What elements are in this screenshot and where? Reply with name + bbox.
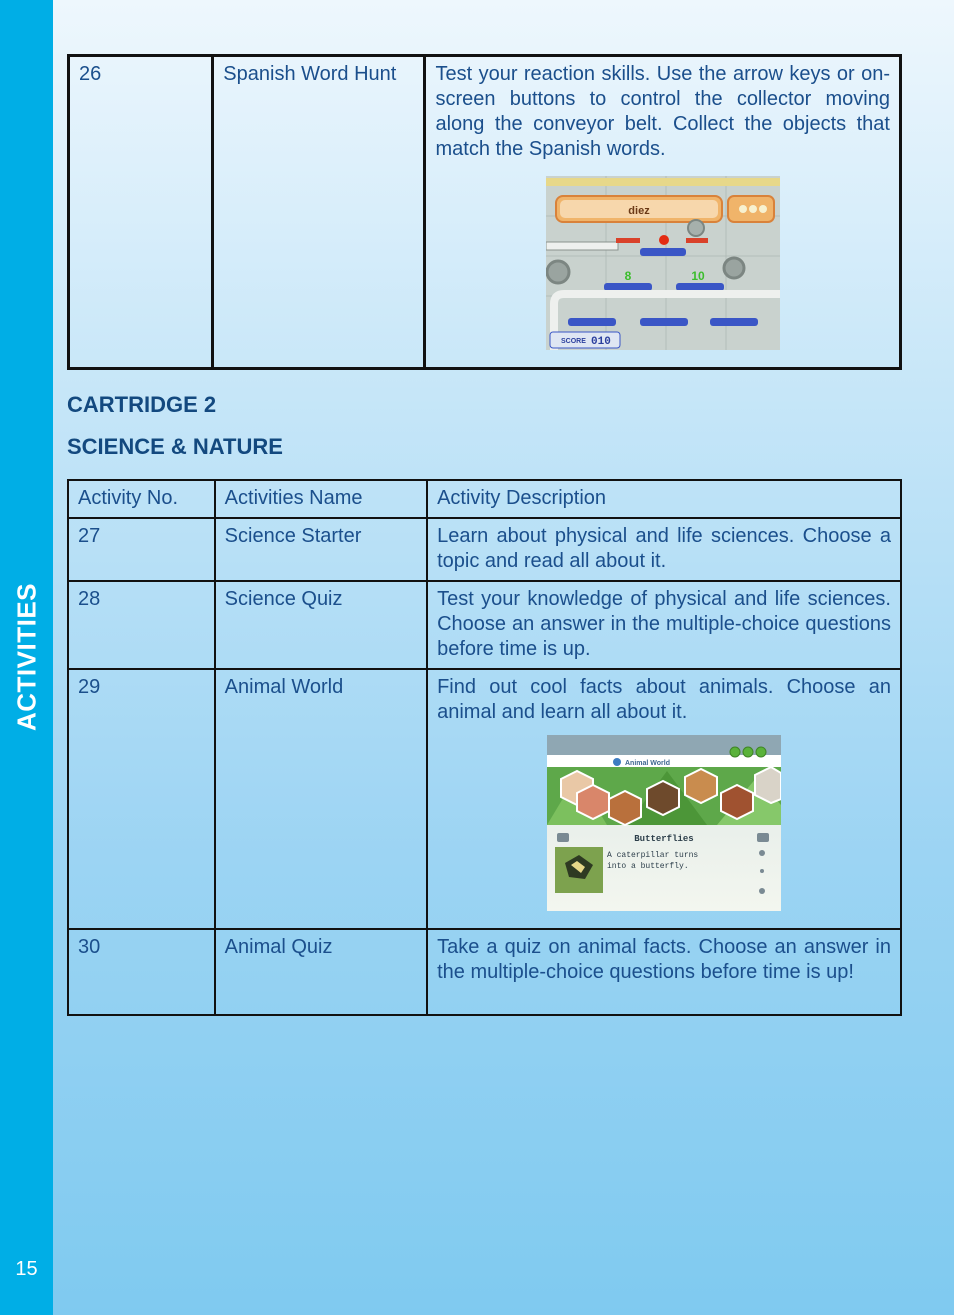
table-row bbox=[69, 56, 901, 369]
activity-description: Take a quiz on animal facts. Choose an answer in the multiple-choice questions before time is up! bbox=[427, 929, 901, 1015]
activity-name: Spanish Word Hunt bbox=[213, 56, 425, 369]
side-tab bbox=[0, 0, 53, 1315]
screen-subject: Butterflies bbox=[634, 834, 694, 844]
activity-name: Animal World bbox=[215, 669, 427, 929]
activities-table-cartridge-1 bbox=[67, 54, 902, 370]
animal-world-screenshot bbox=[547, 735, 781, 911]
target-word: diez bbox=[628, 205, 650, 217]
header-activity-no: Activity No. bbox=[68, 480, 215, 518]
activity-description: Test your knowledge of physical and life sciences. Choose an answer in the multiple-choice questions before time is up. bbox=[427, 581, 901, 669]
activity-name: Animal Quiz bbox=[215, 929, 427, 1015]
table-header-row bbox=[68, 480, 901, 518]
header-activity-description: Activity Description bbox=[427, 480, 901, 518]
activities-table-cartridge-2 bbox=[67, 479, 902, 1016]
header-activities-name: Activities Name bbox=[215, 480, 427, 518]
section-label: ACTIVITIES bbox=[11, 582, 42, 732]
table-row bbox=[68, 929, 901, 1015]
page-number: 15 bbox=[15, 1258, 38, 1280]
activity-number: 26 bbox=[69, 56, 213, 369]
cartridge-heading: CARTRIDGE 2 bbox=[67, 392, 217, 417]
activity-name: Science Quiz bbox=[215, 581, 427, 669]
activity-number: 29 bbox=[68, 669, 215, 929]
screen-fact-line2: into a butterfly. bbox=[607, 862, 689, 871]
activity-number: 27 bbox=[68, 518, 215, 581]
number-left: 8 bbox=[624, 269, 632, 283]
screen-fact-line1: A caterpillar turns bbox=[607, 851, 699, 860]
activity-name: Science Starter bbox=[215, 518, 427, 581]
category-heading: SCIENCE & NATURE bbox=[67, 434, 283, 459]
table-row bbox=[68, 518, 901, 581]
spanish-word-hunt-screenshot bbox=[546, 176, 780, 350]
activity-number: 30 bbox=[68, 929, 215, 1015]
activity-description-cell bbox=[425, 56, 901, 369]
number-right: 10 bbox=[691, 269, 705, 283]
screen-title: Animal World bbox=[625, 760, 671, 767]
activity-description-cell bbox=[427, 669, 901, 929]
table-row bbox=[68, 669, 901, 929]
score-value: 010 bbox=[590, 336, 611, 348]
activity-description: Find out cool facts about animals. Choose an animal and learn all about it. bbox=[437, 676, 891, 723]
score-label: SCORE bbox=[560, 338, 586, 345]
activity-number: 28 bbox=[68, 581, 215, 669]
table-row bbox=[68, 581, 901, 669]
activity-description: Test your reaction skills. Use the arrow keys or on-screen buttons to control the collector moving along the conveyor belt. Collect the objects that match the Spanish words. bbox=[435, 63, 890, 160]
activity-description: Learn about physical and life sciences. Choose a topic and read all about it. bbox=[427, 518, 901, 581]
